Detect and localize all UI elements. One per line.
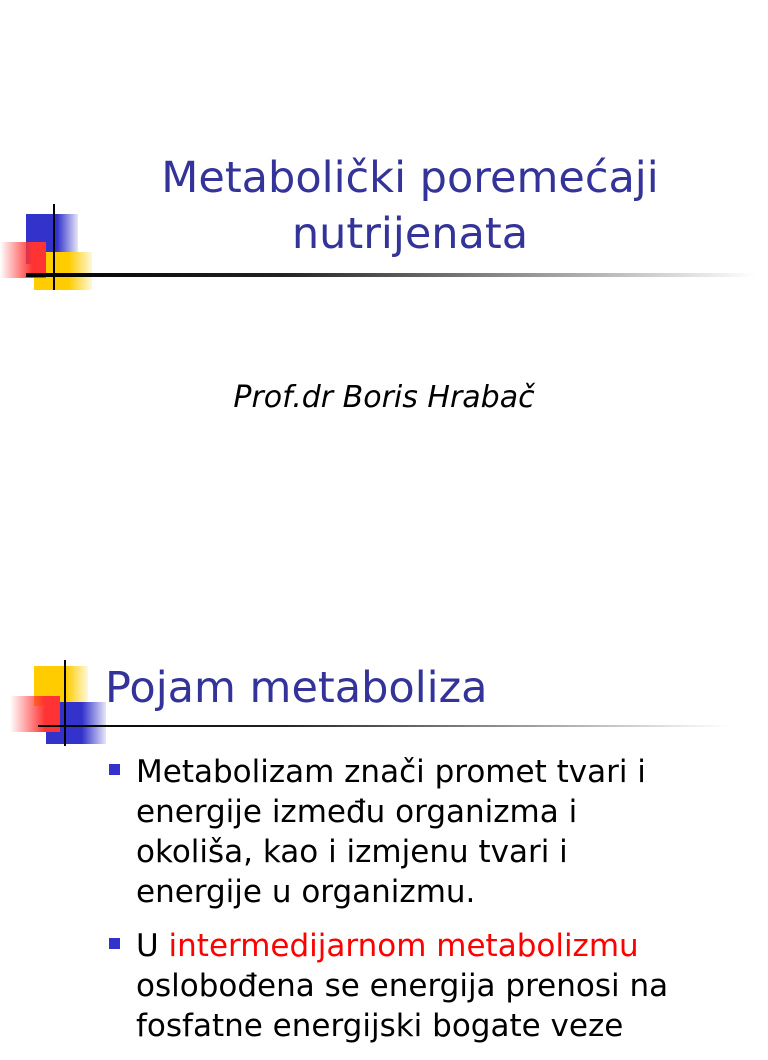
bullet-prefix: U	[136, 928, 169, 964]
bullet-line: okoliša, kao i izmjenu tvari i	[136, 834, 568, 870]
vertical-line	[53, 204, 55, 290]
bullet-line: energije između organizma i	[136, 794, 578, 830]
title-line-1: Metabolički poremećaji	[161, 153, 659, 203]
bullet-list	[105, 752, 745, 1060]
bullet-line: fosfatne energijski bogate veze	[136, 1008, 624, 1044]
square-bullet-icon	[109, 764, 120, 775]
square-bullet-icon	[109, 938, 120, 949]
highlighted-term: intermedijarnom metabolizmu	[168, 928, 639, 964]
bullet-line: Metabolizam znači promet tvari i	[136, 754, 646, 790]
list-item	[105, 926, 745, 1046]
vertical-line	[64, 660, 66, 746]
title-underline	[26, 273, 756, 277]
content-slide	[0, 576, 768, 1044]
title-underline	[38, 725, 728, 727]
slide-title	[60, 150, 760, 262]
author-name: Prof.dr Boris Hrabač	[233, 380, 535, 415]
bullet-line: oslobođena se energija prenosi na	[136, 968, 669, 1004]
bullet-line: energije u organizmu.	[136, 874, 476, 910]
slide-title: Pojam metaboliza	[105, 663, 488, 713]
list-item	[105, 752, 745, 912]
title-line-2: nutrijenata	[291, 209, 529, 259]
